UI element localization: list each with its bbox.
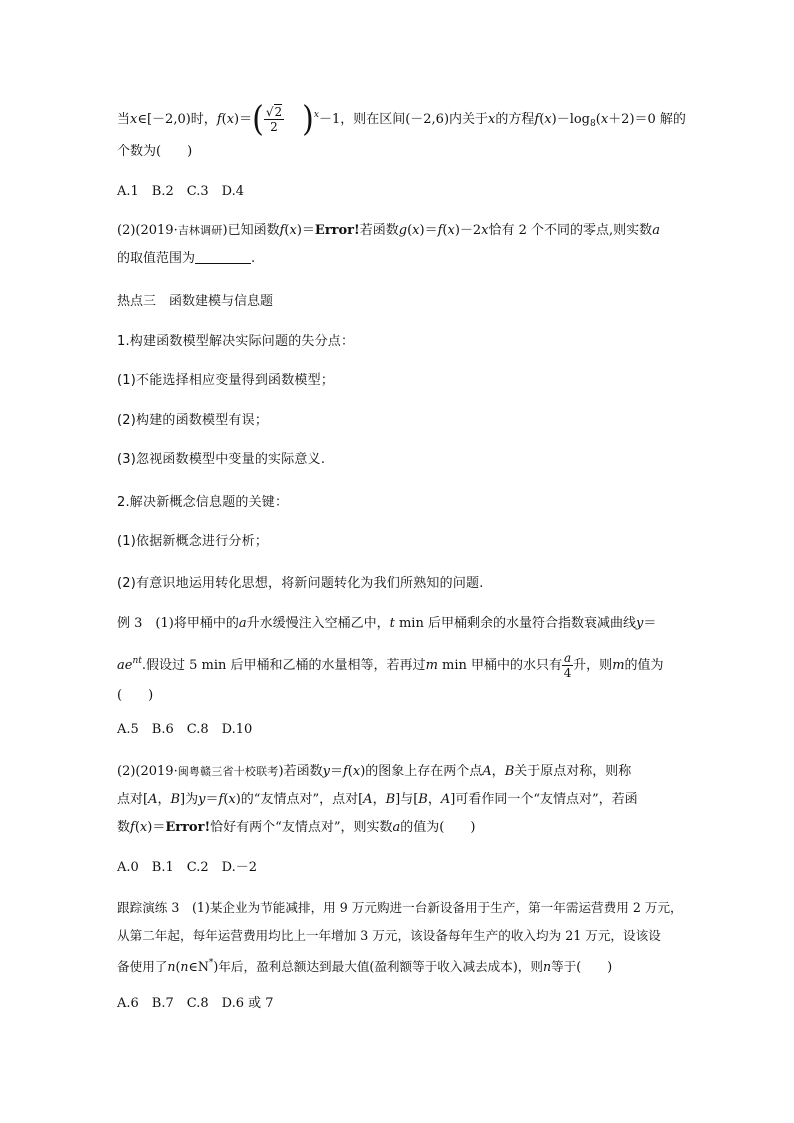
var-m: m xyxy=(425,658,438,673)
var-x: x xyxy=(289,223,297,238)
var-t: t xyxy=(389,616,395,631)
var-x: x xyxy=(412,223,420,238)
text: ， xyxy=(427,792,441,807)
var-y: y xyxy=(322,764,330,779)
superscript-star: * xyxy=(208,958,214,968)
var-f: f xyxy=(218,792,224,807)
sqrt-symbol: √ xyxy=(265,105,274,119)
var-a: a xyxy=(392,820,401,835)
problem-2-line-1 xyxy=(117,222,660,240)
text: 数 xyxy=(117,820,131,835)
var-y: y xyxy=(198,792,206,807)
text: 备使用了 xyxy=(117,959,168,974)
text: )＝ xyxy=(147,820,166,835)
var-B: B xyxy=(504,764,515,779)
text: 恰好有两个“友情点对”，则实数 xyxy=(210,820,393,835)
text: ＝ xyxy=(329,764,343,779)
point-line-3: (2)构建的函数模型有误； xyxy=(117,413,269,428)
var-a: a xyxy=(652,223,660,238)
text: )＝ xyxy=(419,223,438,238)
var-f: f xyxy=(437,223,443,238)
drill-3-line-1: 跟踪演练 3 (1)某企业为节能减排，用 9 万元购进一台新设备用于生产，第一年需运营费用 2 万元， xyxy=(117,900,683,915)
point-line-7: (2)有意识地运用转化思想，将新问题转化为我们所熟知的问题. xyxy=(117,576,484,591)
text: ( xyxy=(117,688,123,703)
var-f: f xyxy=(279,223,285,238)
text: 当 xyxy=(117,112,131,127)
denominator: 4 xyxy=(563,666,572,680)
var-B: B xyxy=(418,792,428,807)
point-line-5: 2.解决新概念信息题的关键： xyxy=(117,495,289,510)
point-line-1: 1.构建函数模型解决实际问题的失分点： xyxy=(117,334,355,349)
point-line-4: (3)忽视函数模型中变量的实际意义. xyxy=(117,452,326,467)
drill-3-options: A.6 B.7 C.8 D.6 或 7 xyxy=(117,996,274,1011)
var-B: B xyxy=(170,792,181,807)
text: ∈[－2,0)时， xyxy=(137,112,217,127)
text: ( xyxy=(223,792,229,807)
exponent-x: x xyxy=(313,110,319,120)
error-placeholder: Error! xyxy=(314,223,360,238)
point-line-2: (1)不能选择相应变量得到函数模型； xyxy=(117,373,335,388)
section-heading: 热点三 函数建模与信息题 xyxy=(117,294,274,309)
source-note: 吉林调研 xyxy=(177,224,223,237)
var-g: g xyxy=(398,223,408,238)
var-A: A xyxy=(482,764,492,779)
problem-1-line-2 xyxy=(117,143,192,161)
text: 等于( xyxy=(551,959,582,974)
text: )＝ xyxy=(234,112,253,127)
text: )的图象上存在两个点 xyxy=(360,764,483,779)
example-3-line-1 xyxy=(117,615,656,633)
example-3-line-3 xyxy=(117,687,153,705)
var-f: f xyxy=(534,112,540,127)
example-3-line-2 xyxy=(117,645,664,682)
text: 的值为( xyxy=(400,820,445,835)
text: )年后，盈利总额达到最大值(盈利额等于收入减去成本)，则 xyxy=(213,959,543,974)
var-y: y xyxy=(635,616,644,631)
text: min 后甲桶剩余的水量符合指数衰减曲线 xyxy=(394,616,636,631)
var-x: x xyxy=(488,112,496,127)
fraction-sqrt2-over-2 xyxy=(264,105,284,134)
example-3-2-line-1 xyxy=(117,763,631,781)
text: ＋2)＝0 解的 xyxy=(608,112,686,127)
numerator: a xyxy=(564,651,572,665)
example-3-2-line-3 xyxy=(117,819,475,837)
drill-3-line-2: 从第二年起，每年运营费用均比上一年增加 3 万元，该设备每年生产的收入均为 21 万元，设该设 xyxy=(117,928,661,943)
error-placeholder: Error! xyxy=(165,820,211,835)
text: )－log xyxy=(551,112,591,127)
text: 关于原点对称，则称 xyxy=(514,764,632,779)
text: ， xyxy=(157,792,171,807)
var-n: n xyxy=(180,959,189,974)
var-x: x xyxy=(600,112,609,127)
text: ]可看作同一个“友情点对”，若函 xyxy=(450,792,638,807)
text: ) xyxy=(470,820,476,835)
text: 升，则 xyxy=(573,658,613,673)
text: ＝ xyxy=(643,616,657,631)
right-paren: ) xyxy=(302,98,314,140)
var-x: x xyxy=(130,112,138,127)
var-x: x xyxy=(352,764,361,779)
var-f: f xyxy=(342,764,348,779)
log-base: 8 xyxy=(590,119,596,129)
text: 的取值范围为 xyxy=(117,251,196,266)
text: ， xyxy=(491,764,505,779)
var-f: f xyxy=(130,820,135,835)
text: 个数为( xyxy=(117,144,162,159)
text: －1，则在区间(－2,6)内关于 xyxy=(318,112,489,127)
text: 的方程 xyxy=(495,112,535,127)
text: ( xyxy=(175,959,181,974)
text: )若函数 xyxy=(278,764,323,779)
text: ( xyxy=(134,820,140,835)
text: )＝ xyxy=(296,223,315,238)
problem-2-line-2 xyxy=(117,250,255,268)
source-note: 闽粤赣三省十校联考 xyxy=(177,765,279,778)
var-x: x xyxy=(447,223,455,238)
text: ， xyxy=(372,792,386,807)
text: )已知函数 xyxy=(222,223,280,238)
exponent-nt: nt xyxy=(132,656,142,666)
problem-1-line-1 xyxy=(117,100,686,139)
var-B: B xyxy=(385,792,396,807)
var-x: x xyxy=(544,112,552,127)
text: )－2 xyxy=(454,223,482,238)
radicand: 2 xyxy=(274,105,283,119)
problem-1-options: A.1 B.2 C.3 D.4 xyxy=(117,184,244,199)
text: min 甲桶中的水只有 xyxy=(437,658,563,673)
text: . xyxy=(251,251,256,266)
var-n: n xyxy=(167,959,176,974)
text: 点对[ xyxy=(117,792,149,807)
var-x: x xyxy=(481,223,489,238)
text: (2)(2019· xyxy=(117,764,178,779)
var-a: a xyxy=(117,658,125,673)
answer-blank xyxy=(195,251,251,264)
text: 恰有 2 个不同的零点,则实数 xyxy=(488,223,653,238)
text: ) xyxy=(607,959,613,974)
fraction-a-over-4 xyxy=(562,651,573,680)
text: ( xyxy=(407,223,413,238)
var-a: a xyxy=(238,616,247,631)
text: 升水缓慢注入空桶乙中， xyxy=(246,616,390,631)
text: ( xyxy=(442,223,448,238)
text: .假设过 5 min 后甲桶和乙桶的水量相等，若再过 xyxy=(141,658,426,673)
text: ( xyxy=(221,112,227,127)
var-e: e xyxy=(124,658,133,673)
var-A: A xyxy=(440,792,451,807)
var-m: m xyxy=(612,658,625,673)
text: ]与[ xyxy=(395,792,419,807)
text: ( xyxy=(539,112,545,127)
text: ( xyxy=(347,764,353,779)
var-f: f xyxy=(216,112,222,127)
text: 若函数 xyxy=(359,223,399,238)
var-x: x xyxy=(228,792,236,807)
var-A: A xyxy=(363,792,373,807)
text: ]为 xyxy=(180,792,199,807)
var-x: x xyxy=(139,820,148,835)
text: 例 3 (1)将甲桶中的 xyxy=(117,616,239,631)
text: ) xyxy=(148,688,154,703)
example-3-2-options: A.0 B.1 C.2 D.－2 xyxy=(117,860,257,875)
denominator: 2 xyxy=(270,120,278,134)
example-3-options: A.5 B.6 C.8 D.10 xyxy=(117,722,253,737)
text: (2)(2019· xyxy=(117,223,178,238)
text: ( xyxy=(595,112,601,127)
text: ) xyxy=(187,144,193,159)
left-paren: ( xyxy=(252,98,264,140)
var-A: A xyxy=(148,792,158,807)
text: ∈N xyxy=(188,959,209,974)
text: ( xyxy=(284,223,290,238)
point-line-6: (1)依据新概念进行分析； xyxy=(117,534,269,549)
drill-3-line-3 xyxy=(117,954,612,976)
var-x: x xyxy=(226,112,235,127)
text: 的值为 xyxy=(624,658,664,673)
text: ＝ xyxy=(205,792,219,807)
text: )的“友情点对”，点对[ xyxy=(235,792,364,807)
example-3-2-line-2 xyxy=(117,791,638,809)
var-n: n xyxy=(542,959,552,974)
